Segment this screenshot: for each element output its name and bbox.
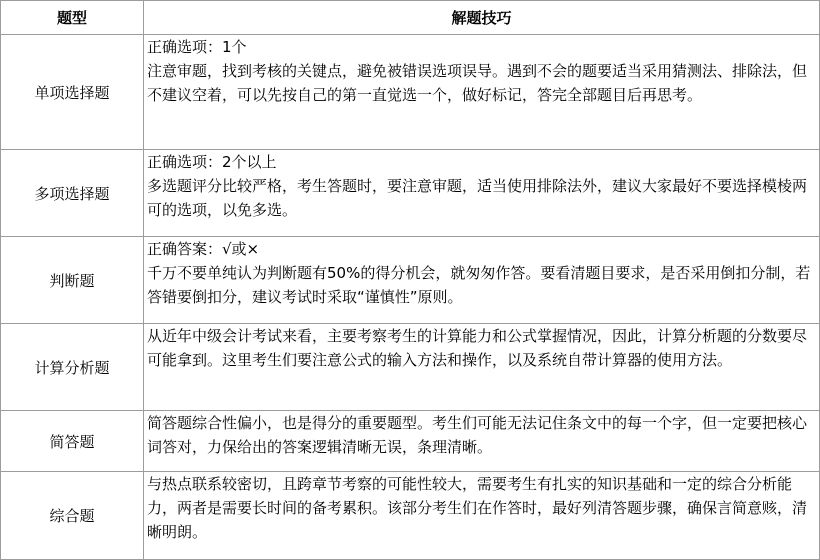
tip-cell (144, 150, 820, 237)
tip-line: 从近年中级会计考试来看，主要考察考生的计算能力和公式掌握情况，因此，计算分析题的分数要尽可能拿到。这里考生们要注意公式的输入方法和操作，以及系统自带计算器的使用方法。 (147, 327, 808, 369)
tip-line: 千万不要单纯认为判断题有50%的得分机会，就匆匆作答。要看清题目要求，是否采用倒扣分制，若答错要倒扣分，建议考试时采取“谨慎性”原则。 (147, 264, 811, 306)
tip-line: 正确选项：1个 (147, 38, 247, 56)
tip-line: 与热点联系较密切，且跨章节考察的可能性较大，需要考生有扎实的知识基础和一定的综合分析能力，两者是需要长时间的备考累积。该部分考生们在作答时，最好列清答题步骤，确保言简意赅，清晰明朗。 (147, 475, 808, 541)
header-solving-tips: 解题技巧 (144, 1, 820, 35)
header-row (1, 1, 820, 35)
question-type-cell: 综合题 (1, 472, 144, 560)
tip-line: 正确答案：√或× (147, 240, 260, 258)
question-type-cell: 单项选择题 (1, 35, 144, 150)
question-type-cell: 计算分析题 (1, 324, 144, 411)
tip-cell (144, 35, 820, 150)
tip-line: 多选题评分比较严格，考生答题时，要注意审题，适当使用排除法外，建议大家最好不要选择模棱两可的选项，以免多选。 (147, 177, 808, 219)
tip-cell (144, 472, 820, 560)
tip-cell (144, 324, 820, 411)
table-row (1, 472, 820, 560)
question-type-cell: 简答题 (1, 411, 144, 472)
question-type-cell: 判断题 (1, 237, 144, 324)
table-row (1, 237, 820, 324)
table-row (1, 411, 820, 472)
tip-line: 注意审题，找到考核的关键点，避免被错误选项误导。遇到不会的题要适当采用猜测法、排除法，但不建议空着，可以先按自己的第一直觉选一个，做好标记，答完全部题目后再思考。 (147, 62, 808, 104)
question-type-cell: 多项选择题 (1, 150, 144, 237)
table-row (1, 150, 820, 237)
tip-line: 正确选项：2个以上 (147, 153, 277, 171)
tip-cell (144, 411, 820, 472)
tip-cell (144, 237, 820, 324)
table-row (1, 324, 820, 411)
table-row (1, 35, 820, 150)
tip-line: 简答题综合性偏小，也是得分的重要题型。考生们可能无法记住条文中的每一个字，但一定要把核心词答对，力保给出的答案逻辑清晰无误，条理清晰。 (147, 414, 808, 456)
header-question-type: 题型 (1, 1, 144, 35)
